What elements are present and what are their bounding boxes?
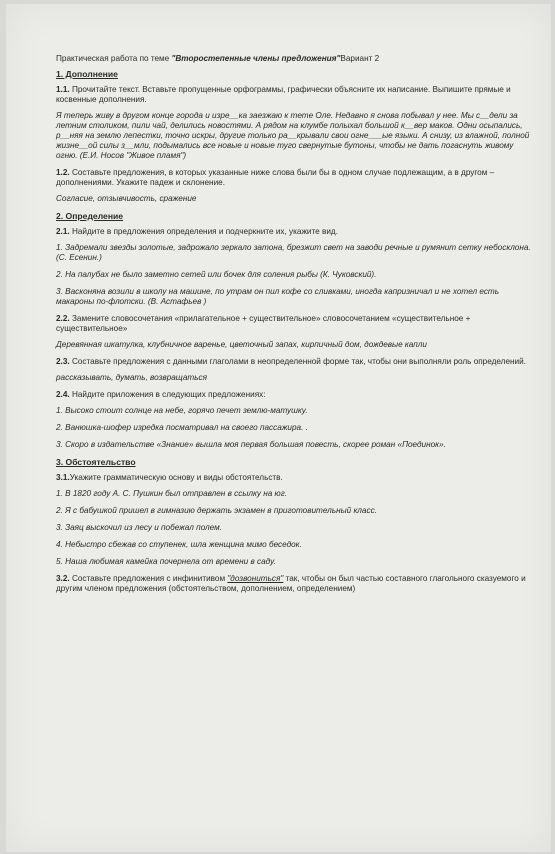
task-text: Замените словосочетания «прилагательное + существительное» словосочетанием «существительное + существительное»	[56, 314, 471, 333]
example-3-1-4: 4. Небыстро сбежав со ступенек, шла женщина мимо беседок.	[56, 540, 302, 549]
example-3-1-5: 5. Наша любимая камейка почернела от времени в саду.	[56, 557, 276, 566]
example-2-1-3: 3. Васконяна возили в школу на машине, по утрам он пил кофе со сливками, иногда капризничал и не хотел есть макароны по-флотски. (В. Астафьев )	[56, 287, 500, 306]
title-topic: "Второстепенные члены предложения"	[171, 54, 341, 63]
task-number: 2.4.	[56, 390, 70, 399]
example-2-4-2: 2. Ванюшка-шофер изредка посматривал на своего пассажира. .	[56, 423, 308, 432]
task-1-2	[56, 168, 534, 188]
task-text: Укажите грамматическую основу и виды обстоятельств.	[69, 473, 283, 482]
underlined-word: "дозвониться"	[227, 574, 284, 583]
task-text-end: так, чтобы он был частью составного глагольного сказуемого и другим членом предложения (обстоятельством, дополнением, определением)	[56, 574, 526, 593]
task-number: 2.3.	[56, 357, 70, 366]
title-variant: Вариант 2	[340, 54, 380, 63]
paper-sheet	[6, 4, 551, 852]
section-heading-1: 1. Дополнение	[56, 69, 118, 79]
page-title	[56, 54, 534, 64]
task-number: 3.2.	[56, 574, 70, 583]
example-3-1-1: 1. В 1820 году А. С. Пушкин был отправлен в ссылку на юг.	[56, 489, 288, 498]
section-heading-3: 3. Обстоятельство	[56, 457, 136, 467]
words-2-2: Деревянная шкатулка, клубничное варенье, цветочный запах, кирпичный дом, дождевые капли	[56, 340, 427, 349]
task-number: 1.2.	[56, 168, 70, 177]
example-3-1-2: 2. Я с бабушкой пришел в гимназию держать экзамен в приготовительный класс.	[56, 506, 377, 515]
example-2-1-2: 2. На палубах не было заметно сетей или бочек для соления рыбы (К. Чуковский).	[56, 270, 377, 279]
task-2-4	[56, 390, 534, 400]
example-2-4-3: 3. Скоро в издательстве «Знание» вышла моя первая большая повесть, скорее роман «Поединок».	[56, 440, 446, 449]
task-number: 1.1.	[56, 85, 70, 94]
section-heading-2: 2. Определение	[56, 211, 124, 221]
words-2-3: рассказывать, думать, возвращаться	[56, 373, 208, 382]
task-number: 3.1.	[56, 473, 70, 482]
example-2-4-1: 1. Высоко стоит солнце на небе, горячо печет землю-матушку.	[56, 406, 308, 415]
task-text: Прочитайте текст. Вставьте пропущенные орфограммы, графически объясните их написание. Выпишите прямые и косвенные дополнения.	[56, 85, 511, 104]
title-prefix: Практическая работа по теме	[56, 54, 172, 63]
task-text: Составьте предложения с инфинитивом	[69, 574, 228, 583]
task-2-3	[56, 357, 534, 367]
words-1-2: Согласие, отзывчивость, сражение	[56, 194, 197, 203]
example-2-1-1: 1. Задремали звезды золотые, задрожало зеркало затона, брезжит свет на заводи речные и румянит сетку небосклона. (С. Есенин.)	[56, 243, 531, 262]
example-3-1-3: 3. Заяц выскочил из лесу и побежал полем.	[56, 523, 223, 532]
task-1-1	[56, 85, 534, 105]
task-number: 2.2.	[56, 314, 70, 323]
task-number: 2.1.	[56, 227, 70, 236]
task-3-2	[56, 574, 534, 594]
task-text: Найдите в предложения определения и подчеркните их, укажите вид.	[69, 227, 338, 236]
document-body	[56, 54, 534, 600]
task-2-2	[56, 314, 534, 334]
task-2-1	[56, 227, 534, 237]
task-text: Составьте предложения с данными глаголами в неопределенной форме так, чтобы они выполняли роль определений.	[69, 357, 526, 366]
task-text: Найдите приложения в следующих предложениях:	[69, 390, 266, 399]
task-3-1	[56, 473, 534, 483]
passage-1-1: Я теперь живу в другом конце города и изре__ка заезжаю к тете Оле. Недавно я снова побывал у нее. Мы с__дели за летним столиком, пили чай, делились новостями. А рядом на клумбе полыхал большой к__вер маков. Одни осыпались, р__няя на землю лепестки, точно искры, другие только ра__крывали свои огне___ые языки. А снизу, из влажной, полной жизне__ой силы з__мли, подымались все новые и новые туго свернутые бутоны, чтобы не дать погаснуть живому огню. (Е.И. Носов "Живое пламя")	[56, 111, 530, 160]
task-text: Составьте предложения, в которых указанные ниже слова были бы в одном случае подлежащим, а в другом – дополнениями. Укажите падеж и склонение.	[56, 168, 495, 187]
